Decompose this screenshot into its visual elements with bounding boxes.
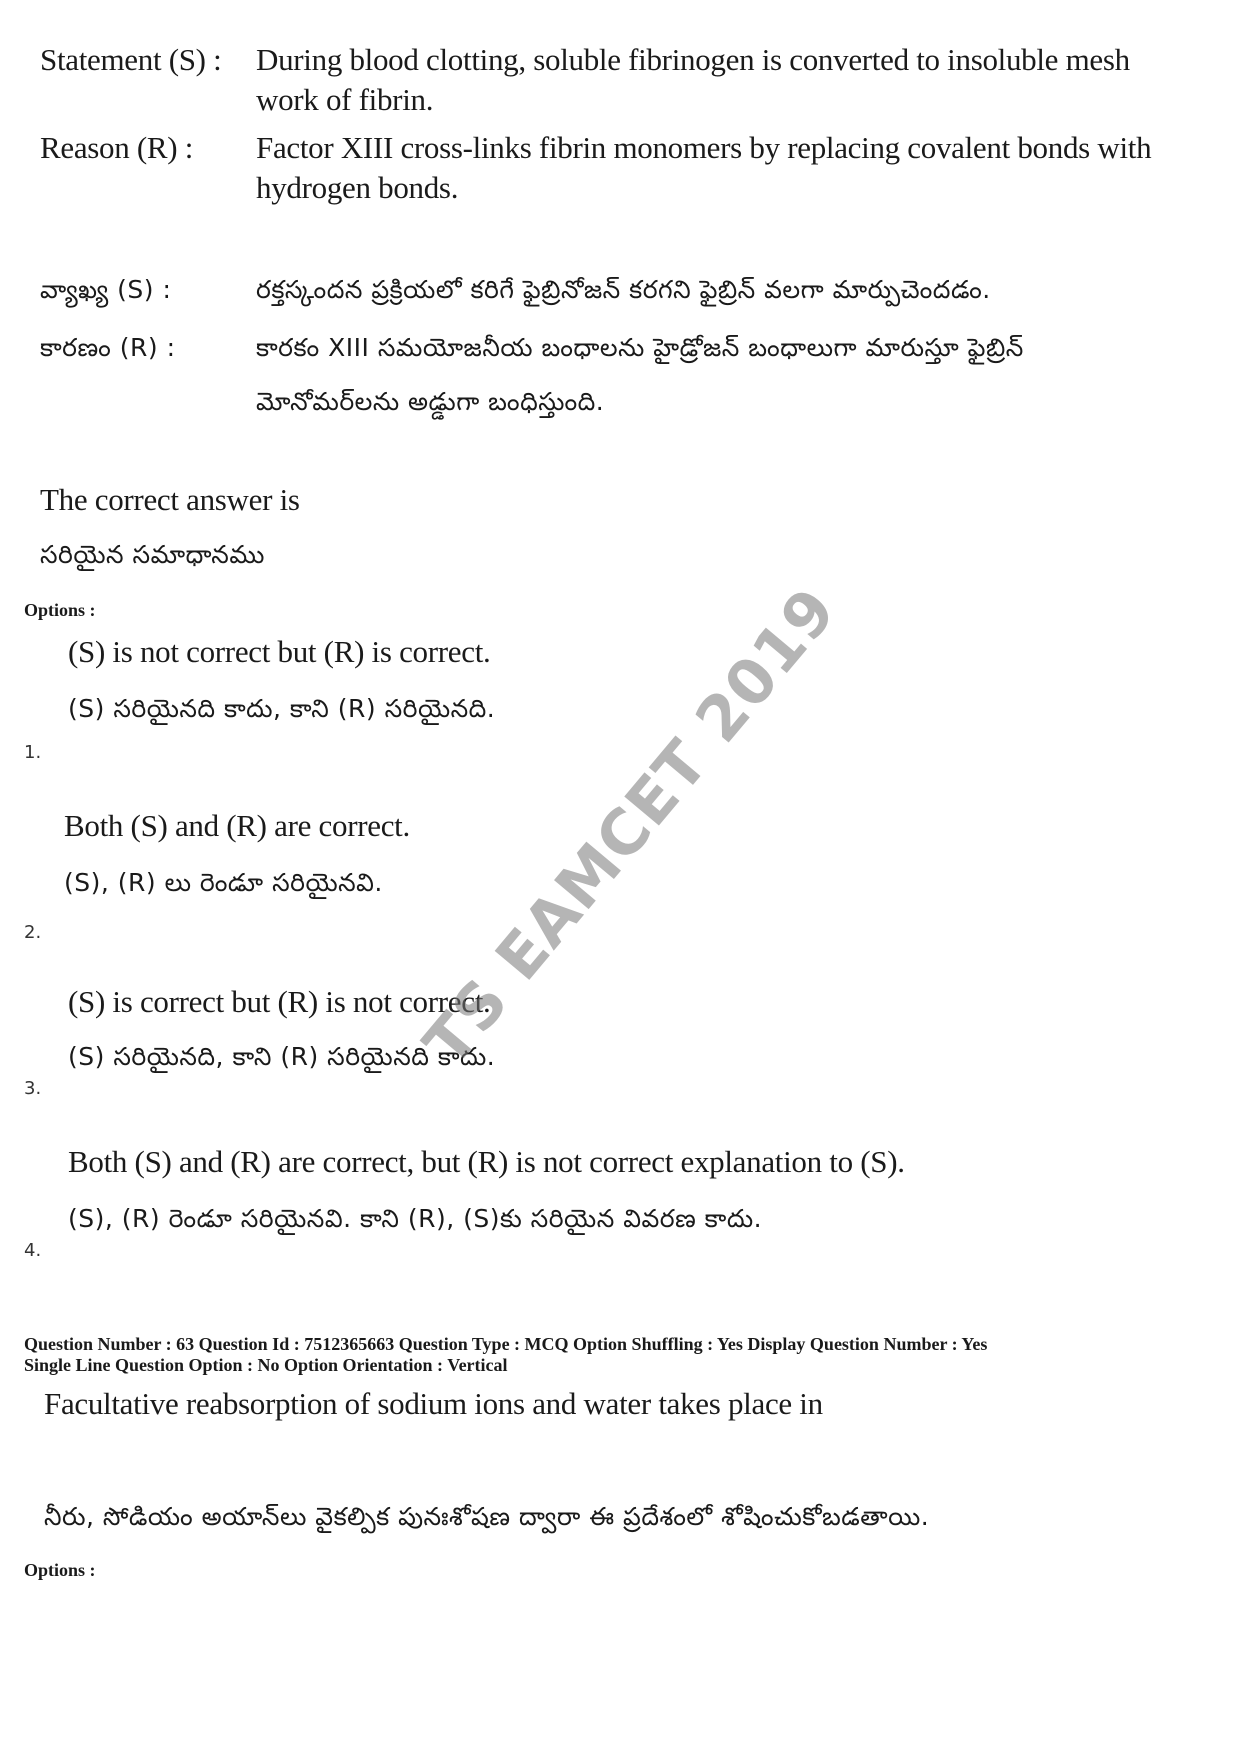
option-3-te: (S) సరియైనది, కాని (R) సరియైనది కాదు. (68, 1042, 496, 1071)
reason-label: Reason (R) : (40, 130, 194, 165)
statement-label: Statement (S) : (40, 42, 222, 77)
statement-te-line-1: రక్తస్కందన ప్రక్రియలో కరిగే ఫైబ్రినోజన్ కరగని ఫైబ్రిన్ వలగా మార్పుచెందడం. (256, 275, 991, 304)
prompt-en: The correct answer is (40, 482, 300, 517)
option-4-te: (S), (R) రెండూ సరియైనవి. కాని (R), (S)కు సరియైన వివరణ కాదు. (68, 1204, 763, 1233)
question-meta-line-1: Question Number : 63 Question Id : 7512365663 Question Type : MCQ Option Shuffling : Yes Display Question Number : Yes (24, 1334, 988, 1354)
option-1-en: (S) is not correct but (R) is correct. (68, 634, 491, 669)
option-3-number: 3. (24, 1078, 42, 1099)
reason-te-label: కారణం (R) : (40, 333, 176, 362)
option-4-number: 4. (24, 1240, 42, 1261)
option-2-en: Both (S) and (R) are correct. (64, 808, 410, 843)
option-1-number: 1. (24, 742, 42, 763)
statement-te-label: వ్యాఖ్య (S) : (40, 275, 172, 304)
question-63-en: Facultative reabsorption of sodium ions and water takes place in (44, 1386, 823, 1421)
option-4-en: Both (S) and (R) are correct, but (R) is not correct explanation to (S). (68, 1144, 905, 1179)
options-label-2: Options : (24, 1560, 96, 1580)
statement-line-1: During blood clotting, soluble fibrinogen is converted to insoluble mesh (256, 42, 1130, 77)
option-2-number: 2. (24, 922, 42, 943)
options-label: Options : (24, 600, 96, 620)
question-meta-line-2: Single Line Question Option : No Option Orientation : Vertical (24, 1355, 508, 1375)
statement-line-2: work of fibrin. (256, 82, 434, 117)
reason-line-1: Factor XIII cross-links fibrin monomers by replacing covalent bonds with (256, 130, 1152, 165)
reason-te-line-1: కారకం XIII సమయోజనీయ బంధాలను హైడ్రోజన్ బంధాలుగా మారుస్తూ ఫైబ్రిన్ (256, 333, 1024, 362)
option-3-en: (S) is correct but (R) is not correct. (68, 984, 491, 1019)
reason-te-line-2: మోనోమర్‌లను అడ్డుగా బంధిస్తుంది. (256, 387, 605, 416)
option-1-te: (S) సరియైనది కాదు, కాని (R) సరియైనది. (68, 694, 496, 723)
watermark: TS EAMCET 2019 (409, 573, 851, 1080)
question-63-te: నీరు, సోడియం అయాన్‌లు వైకల్పిక పునఃశోషణ ద్వారా ఈ ప్రదేశంలో శోషించుకోబడతాయి. (44, 1502, 930, 1531)
prompt-te: సరియైన సమాధానము (40, 540, 265, 569)
option-2-te: (S), (R) లు రెండూ సరియైనవి. (64, 868, 383, 897)
reason-line-2: hydrogen bonds. (256, 170, 459, 205)
